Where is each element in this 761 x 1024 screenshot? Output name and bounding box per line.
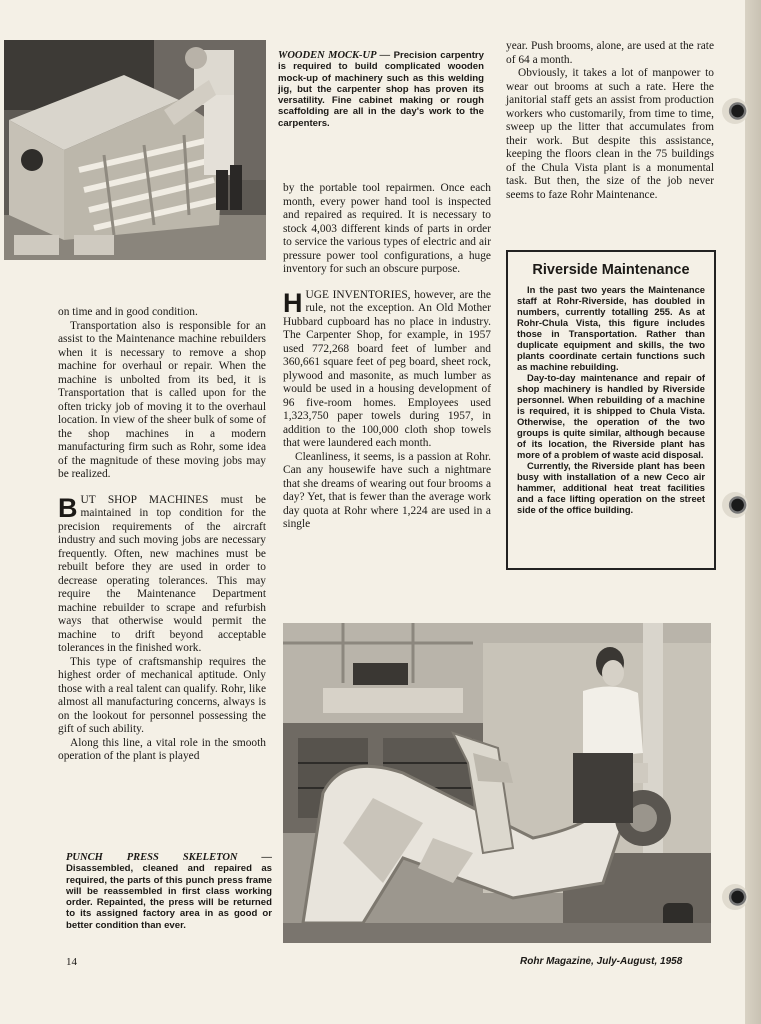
binder-hole xyxy=(722,98,748,124)
magazine-footer: Rohr Magazine, July-August, 1958 xyxy=(520,956,683,967)
sidebar-paragraph: Currently, the Riverside plant has been busy with installation of a new Ceco air hammer, additional heat treat facilities and a face lifting operation on the street side of the office building. xyxy=(517,460,705,515)
caption-title: WOODEN MOCK-UP — xyxy=(278,50,391,61)
caption-text: Precision carpentry is required to build complicated wooden mock-up of machinery such as this welding jig, but the carpenter shop has proven its versatility. Fine cabinet making or rough scaffolding are all in the day's work to the carpenters. xyxy=(278,50,484,129)
paragraph: HUGE INVENTORIES, however, are the rule, not the exception. An Old Mother Hubbard cupboard has no place in industry. The Carpenter Shop, for example, in 1957 used 772,268 board feet of lumber and 360,661 square feet of peg board, sheet rock, plywood and masonite, as much lumber as would be used in a housing development of 96 five-room homes. Employees used 1,323,750 paper towels during 1957, in addition to the 100,000 cloth shop towels that were laundered each month. xyxy=(283,287,491,449)
binder-hole xyxy=(722,492,748,518)
page-edge xyxy=(745,0,761,1024)
paragraph: This type of craftsmanship requires the highest order of mechanical aptitude. Only those with a real talent can qualify. Rohr, like almost all manufacturing concerns, always is on the lookout for personnel possessing the gift of such ability. xyxy=(58,655,266,735)
punch-press-caption xyxy=(66,852,272,931)
sidebar-title: Riverside Maintenance xyxy=(532,262,690,278)
lead-in: UGE INVENTORIES, xyxy=(305,288,411,301)
paragraph: Cleanliness, it seems, is a passion at Rohr. Can any housewife have such a nightmare that she dreams of wearing out four brooms a day? Yet, that is fewer than the average work day quota at Rohr where 1,224 are used in a single xyxy=(283,450,491,530)
column-1 xyxy=(58,306,266,764)
riverside-sidebar xyxy=(506,250,716,570)
page-number: 14 xyxy=(66,956,77,968)
paragraph: Obviously, it takes a lot of manpower to wear out brooms at such a rate. Here the janitorial staff gets an assist from production workers who customarily, from time to time, sweep up the litter that accumulates from their work. But despite this assistance, keeping the floors clean in the 75 buildings of the Chula Vista plant is a monumental task. But then, the size of the job never seems to faze Rohr Maintenance. xyxy=(506,67,714,201)
wooden-mockup-photo xyxy=(4,40,266,260)
paragraph: by the portable tool repairmen. Once each month, every power hand tool is inspected and repaired as required. It is necessary to stock 4,003 different kinds of parts in order to service the various types of electric and air pressure power tool configurations, a huge inventory for such an obscure purpose. xyxy=(283,182,491,275)
paragraph: Transportation also is responsible for an assist to the Maintenance machine rebuilders when it is necessary to remove a shop machine for overhaul or repair. When the machine is unbolted from its bed, it is Transportation that is called upon for the often tricky job of moving it to the overhaul location. In view of the sheer bulk of some of the shop machines in a modern manufacturing firm such as Rohr, some idea of the magnitude of these moving jobs may be realized. xyxy=(58,319,266,480)
wooden-mockup-caption xyxy=(278,50,484,129)
column-2 xyxy=(283,182,491,532)
binder-hole xyxy=(722,884,748,910)
paragraph: year. Push brooms, alone, are used at the rate of 64 a month. xyxy=(506,40,714,66)
paragraph: Along this line, a vital role in the smooth operation of the plant is played xyxy=(58,736,266,762)
caption-title: PUNCH PRESS SKELETON — xyxy=(66,852,272,863)
caption-text: Disassembled, cleaned and repaired as required, the parts of this punch press frame will be reassembled in first class working order. Repainted, the press will be returned to its assigned factory area in as good or better condition than ever. xyxy=(66,863,272,931)
sidebar-paragraph: In the past two years the Maintenance staff at Rohr-Riverside, has doubled in numbers, currently totalling 255. As at Rohr-Chula Vista, this figure includes those in Transportation. Rather than duplicate equipment and skills, the two plants coordinate certain functions such as machine rebuilding. xyxy=(517,284,705,372)
sidebar-paragraph: Day-to-day maintenance and repair of shop machinery is handled by Riverside personnel. When rebuilding of a machine is required, it is shipped to Chula Vista. Otherwise, the operation of the two groups is quite similar, although because of its location, the Riverside plant has more of a problem of waste acid disposal. xyxy=(517,372,705,460)
column-3 xyxy=(506,40,714,202)
punch-press-photo xyxy=(283,623,711,943)
paragraph: on time and in good condition. xyxy=(58,306,198,318)
drop-cap: H xyxy=(283,287,303,318)
lead-in: UT SHOP MACHINES xyxy=(80,493,209,506)
paragraph: BUT SHOP MACHINES must be maintained in top condition for the precision requirements of the aircraft industry and such moving jobs are necessary frequently. Often, new machines must be rebuilt before they are used in order to decrease operating tolerances. This may require the Maintenance Department machine rebuilder to scrape and refurbish ways that otherwise would permit the machine to drift beyond acceptable tolerances in the finished work. xyxy=(58,492,266,654)
drop-cap: B xyxy=(58,492,78,523)
